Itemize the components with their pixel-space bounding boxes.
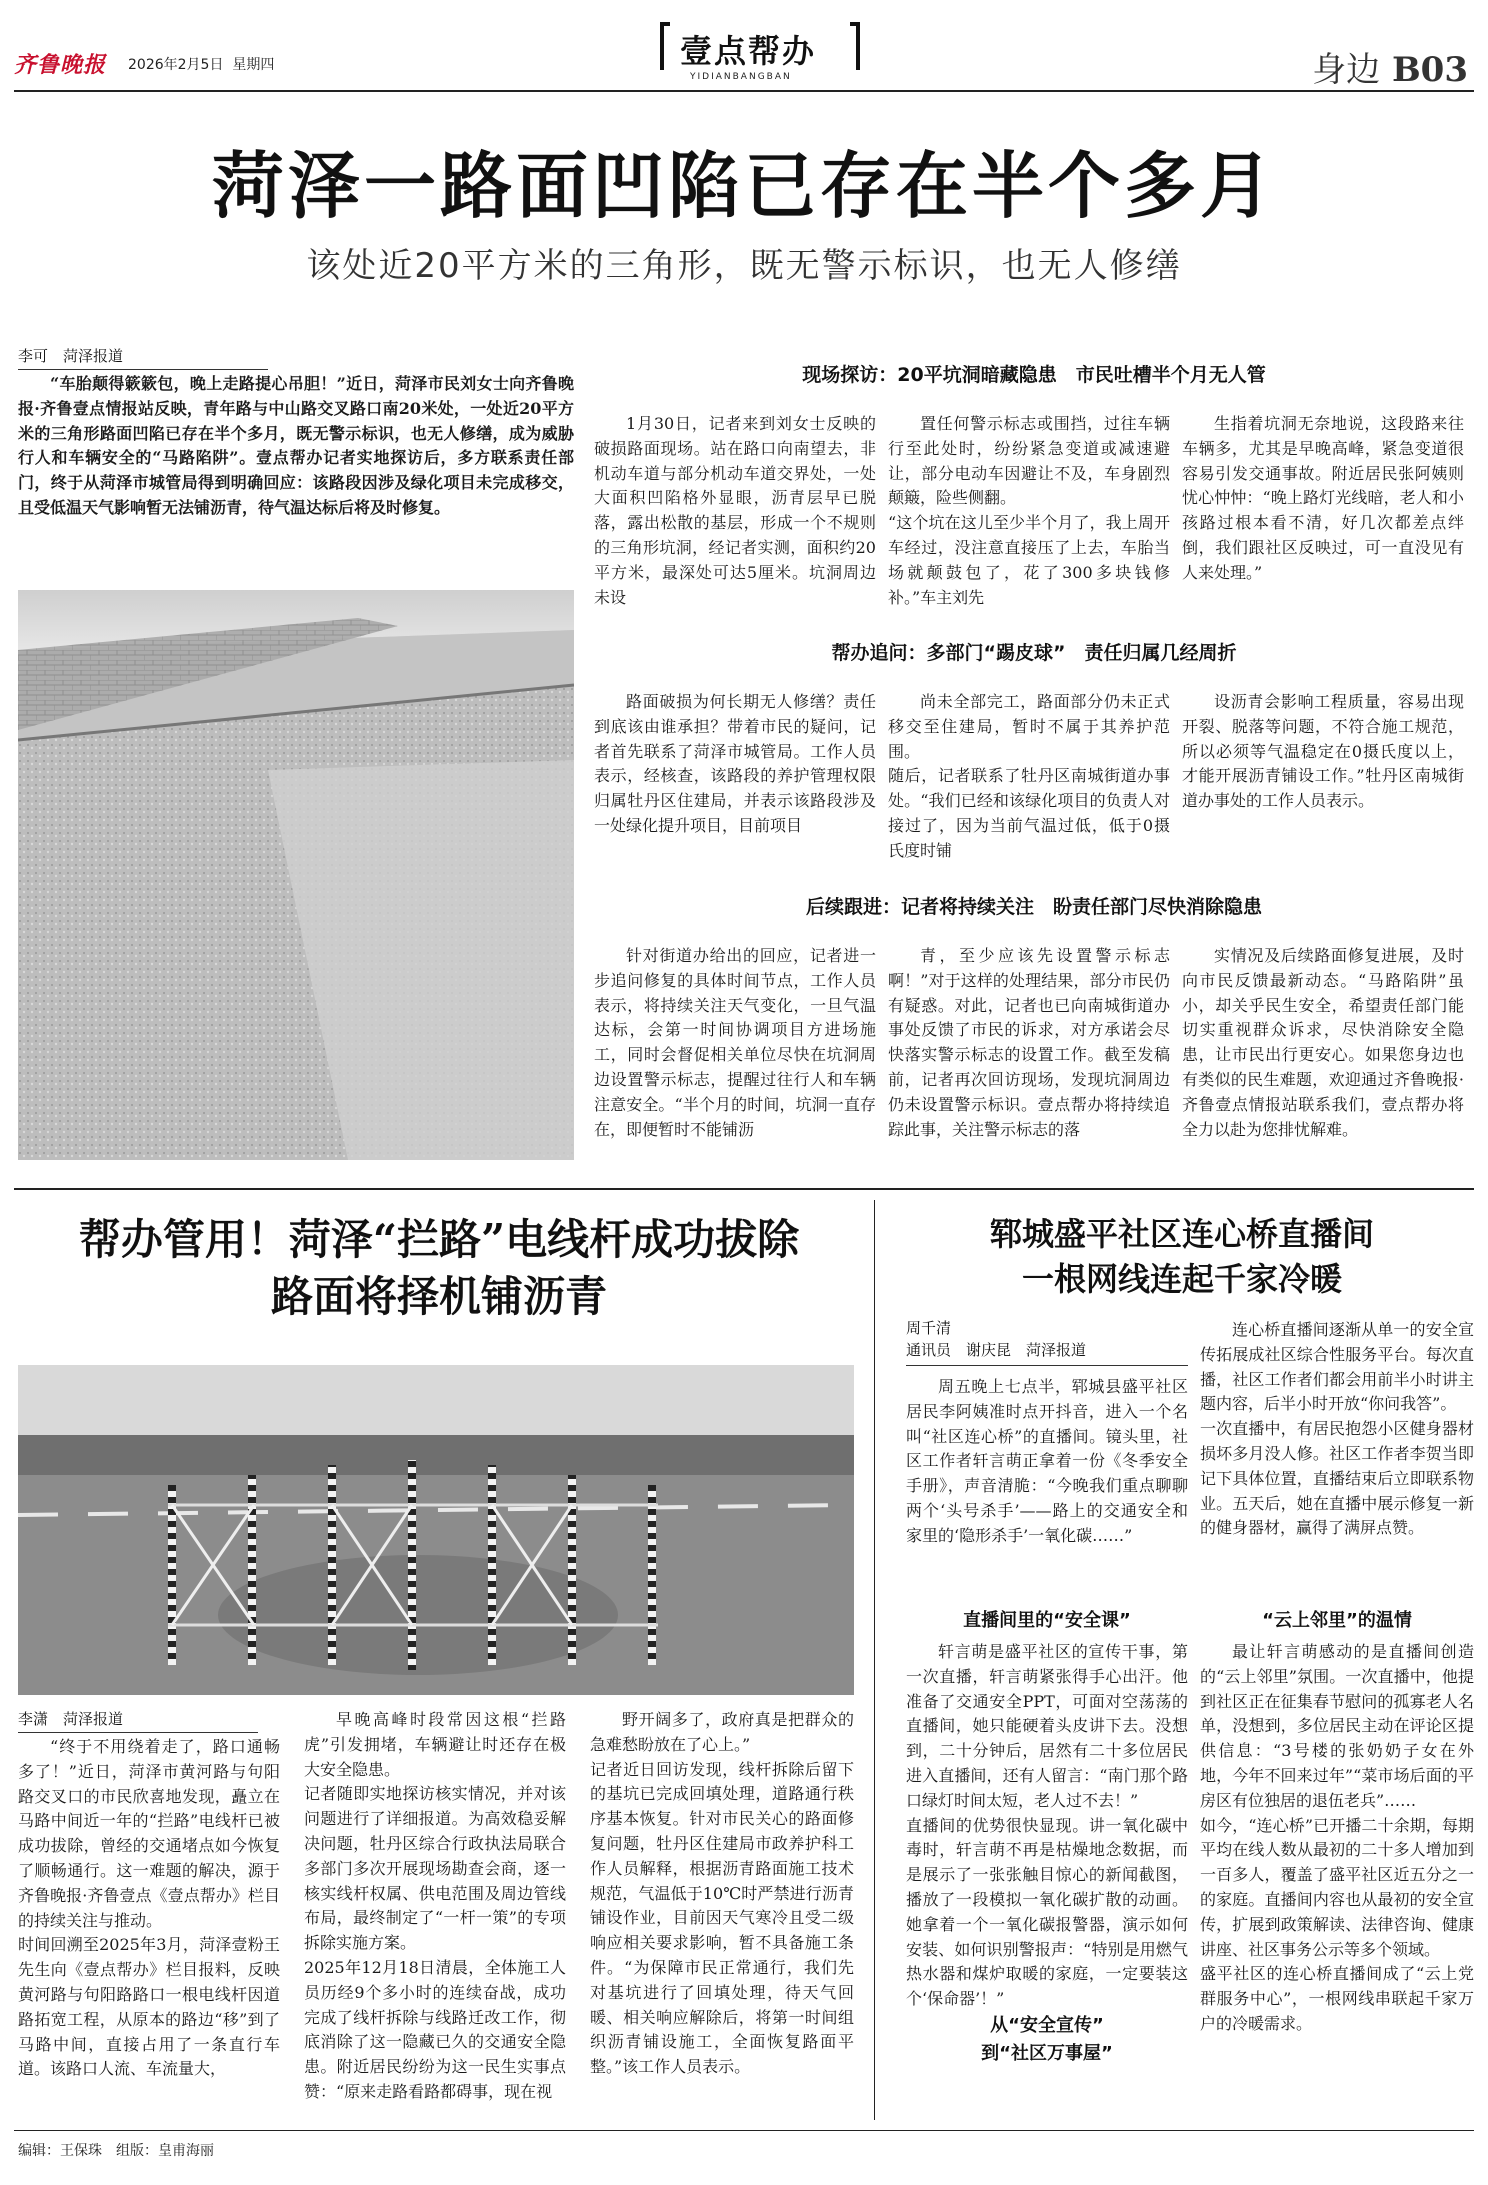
issue-date: 2026年2月5日 星期四: [128, 57, 275, 73]
pole-photo-image: [18, 1365, 854, 1695]
pothole-photo-image: [18, 590, 574, 1160]
page-label: 身边 B03: [1312, 50, 1468, 90]
pothole-photo: [18, 590, 574, 1160]
column-pinyin: YIDIANBANGBAN: [690, 72, 792, 82]
story3-col2-intro: 连心桥直播间逐渐从单一的安全宣传拓展成社区综合性服务平台。每次直播，社区工作者们都会用前半小时讲主题内容，后半小时开放“你问我答”。 一次直播中，有居民抱怨小区健身器材损坏多月没人修。社区工作者李贺当即记下具体位置，直播结束后立即联系物业。五天后，她在直播中展示修复一新的健身器材，赢得了满屏点赞。: [1200, 1320, 1474, 1538]
column-logo: [660, 22, 890, 86]
story3-col2-subhead: “云上邻里”的温情: [1262, 1610, 1412, 1631]
story1-section3-col1: 针对街道办给出的回应，记者进一步追问修复的具体时间节点，工作人员表示，将持续关注天气变化，一旦气温达标，会第一时间协调项目方进场施工，同时会督促相关单位尽快在坑洞周边设置警示标志，提醒过往行人和车辆注意安全。“半个月的时间，坑洞一直存在，即便暂时不能铺沥: [594, 946, 876, 1139]
masthead: [0, 0, 1488, 90]
story3-col1-subhead1: 直播间里的“安全课”: [963, 1610, 1131, 1631]
story1-subheadline: 该处近20平方米的三角形，既无警示标识，也无人修缮: [306, 246, 1182, 286]
story1-section3-col2: 青，至少应该先设置警示标志啊！”对于这样的处理结果，部分市民仍有疑惑。对此，记者也已向南城街道办事处反馈了市民的诉求，对方承诺会尽快落实警示标志的设置工作。截至发稿前，记者再次回访现场，发现坑洞周边仍未设置警示标识。壹点帮办将持续追踪此事，关注警示标志的落: [888, 946, 1170, 1139]
story2-headline: 帮办管用！菏泽“拦路”电线杆成功拔除 路面将择机铺沥青: [78, 1215, 800, 1321]
story2-col3: 野开阔多了，政府真是把群众的急难愁盼放在了心上。” 记者近日回访发现，线杆拆除后留下的基坑已完成回填处理，道路通行秩序基本恢复。针对市民关心的路面修复问题，牡丹区住建局市政养护科工作人员解释，根据沥青路面施工技术规范，气温低于10℃时严禁进行沥青铺设作业，目前因天气寒冷且受二级响应相关要求影响，暂不具备施工条件。“为保障市民正常通行，我们先对基坑进行了回填处理，待天气回暖、相关响应解除后，将第一时间组织沥青铺设施工，全面恢复路面平整。”该工作人员表示。: [590, 1710, 854, 2077]
story1-section3-col3: 实情况及后续路面修复进展，及时向市民反馈最新动态。“马路陷阱”虽小，却关乎民生安全，希望责任部门能切实重视群众诉求，尽快消除安全隐患，让市民出行更安心。如果您身边也有类似的民生难题，欢迎通过齐鲁晚报·齐鲁壹点情报站联系我们，壹点帮办将全力以赴为您排忧解难。: [1182, 946, 1464, 1139]
story2-col1: “终于不用绕着走了，路口通畅多了！”近日，菏泽市黄河路与句阳路交叉口的市民欣喜地发现，矗立在马路中间近一年的“拦路”电线杆已被成功拔除，曾经的交通堵点如今恢复了顺畅通行。这一难题的解决，源于齐鲁晚报·齐鲁壹点《壹点帮办》栏目的持续关注与推动。 时间回溯至2025年3月，菏泽壹粉王先生向《壹点帮办》栏目报料，反映黄河路与句阳路路口一根电线杆因道路拓宽工程，从原本的路边“移”到了马路中间，直接占用了一条直行车道。该路口人流、车流量大，: [18, 1737, 280, 2079]
story1-section1-col3: 生指着坑洞无奈地说，这段路来往车辆多，尤其是早晚高峰，紧急变道很容易引发交通事故。附近居民张阿姨则忧心忡忡：“晚上路灯光线暗，老人和小孩路过根本看不清，好几次都差点绊倒，我们跟社区反映过，可一直没见有人来处理。”: [1182, 414, 1464, 582]
story1-lead: “车胎颠得簌簌包，晚上走路提心吊胆！”近日，菏泽市民刘女士向齐鲁晚报·齐鲁壹点情报站反映，青年路与中山路交叉路口南20米处，一处近20平方米的三角形路面凹陷已存在半个多月，既无警示标识，也无人修缮，成为威胁行人和车辆安全的“马路陷阱”。壹点帮办记者实地探访后，多方联系责任部门，终于从菏泽市城管局得到明确回应：该路段因涉及绿化项目未完成移交，且受低温天气影响暂无法铺沥青，待气温达标后将及时修复。: [18, 374, 574, 517]
story2-col2: 早晚高峰时段常因这根“拦路虎”引发拥堵，车辆避让时还存在极大安全隐患。 记者随即实地探访核实情况，并对该问题进行了详细报道。为高效稳妥解决问题，牡丹区综合行政执法局联合多部门多次开展现场勘查会商，逐一核实线杆权属、供电范围及周边管线布局，最终制定了“一杆一策”的专项拆除实施方案。 2025年12月18日清晨，全体施工人员历经9个多小时的连续奋战，成功完成了线杆拆除与线路迁改工作，彻底消除了这一隐藏已久的交通安全隐患。附近居民纷纷为这一民生实事点赞：“原来走路看路都碍事，现在视: [304, 1710, 566, 2101]
column-title: 壹点帮办: [680, 32, 817, 70]
story3-headline: 郓城盛平社区连心桥直播间 一根网线连起千家冷暖: [989, 1215, 1374, 1298]
story1-section1-col2: 置任何警示标志或围挡，过往车辆行至此处时，纷纷紧急变道或减速避让，部分电动车因避让不及，车身剧烈颠簸，险些侧翻。 “这个坑在这儿至少半个月了，我上周开车经过，没注意直接压了上去，车胎当场就颠鼓包了，花了300多块钱修补。”车主刘先: [888, 414, 1170, 607]
story1-section2-col2: 尚未全部完工，路面部分仍未正式移交至住建局，暂时不属于其养护范围。 随后，记者联系了牡丹区南城街道办事处。“我们已经和该绿化项目的负责人对接过了，因为当前气温过低，低于0摄氏度时铺: [888, 692, 1170, 860]
story1-section1-title: 现场探访：20平坑洞暗藏隐患 市民吐槽半个月无人管: [802, 364, 1266, 386]
story1-section3-title: 后续跟进：记者将持续关注 盼责任部门尽快消除隐患: [805, 896, 1262, 918]
footer-credits: 编辑：王保珠 组版：皇甫海丽: [18, 2143, 214, 2159]
story1-byline: 李可 菏泽报道: [18, 345, 268, 370]
story1-divider: [14, 1188, 1474, 1190]
paper-logo: 齐鲁晚报: [14, 52, 107, 78]
story1-section2-title: 帮办追问：多部门“踢皮球” 责任归属几经周折: [831, 642, 1237, 664]
story1-section2-col3: 设沥青会影响工程质量，容易出现开裂、脱落等问题，不符合施工规范，所以必须等气温稳定在0摄氏度以上，才能开展沥青铺设工作。”牡丹区南城街道办事处的工作人员表示。: [1182, 692, 1464, 811]
story2-story3-divider: [874, 1200, 875, 2120]
story3-col2-text: 最让轩言萌感动的是直播间创造的“云上邻里”氛围。一次直播中，他提到社区正在征集春节慰问的孤寡老人名单，没想到，多位居民主动在评论区提供信息：“3号楼的张奶奶子女在外地，今年不回来过年”“菜市场后面的平房区有位独居的退伍老兵”…… 如今，“连心桥”已开播二十余期，每期平均在线人数从最初的二十多人增加到一百多人，覆盖了盛平社区近五分之一的家庭。直播间内容也从最初的安全宣传，扩展到政策解读、法律咨询、健康讲座、社区事务公示等多个领域。 盛平社区的连心桥直播间成了“云上党群服务中心”，一根网线串联起千家万户的冷暖需求。: [1200, 1642, 1474, 2033]
pole-photo: [18, 1365, 854, 1695]
masthead-rule: [14, 90, 1474, 92]
story3-col1-subhead2: 从“安全宣传” 到“社区万事屋”: [981, 2015, 1113, 2064]
footer-rule: [14, 2130, 1474, 2131]
story3-byline: 周千清 通讯员 谢庆昆 菏泽报道: [906, 1318, 1188, 1366]
story1-section1-col1: 1月30日，记者来到刘女士反映的破损路面现场。站在路口向南望去，非机动车道与部分机动车道交界处，一处大面积凹陷格外显眼，沥青层早已脱落，露出松散的基层，形成一个不规则的三角形坑洞，经记者实测，面积约20平方米，最深处可达5厘米。坑洞周边未设: [594, 414, 876, 607]
story1-headline: 菏泽一路面凹陷已存在半个多月: [211, 143, 1276, 228]
story1-section2-col1: 路面破损为何长期无人修缮？责任到底该由谁承担？带着市民的疑问，记者首先联系了菏泽市城管局。工作人员表示，经核查，该路段的养护管理权限归属牡丹区住建局，并表示该路段涉及一处绿化提升项目，目前项目: [594, 692, 876, 835]
story3-col1-text1: 轩言萌是盛平社区的宣传干事，第一次直播，轩言萌紧张得手心出汗。他准备了交通安全PPT，可面对空荡荡的直播间，她只能硬着头皮讲下去。没想到，二十分钟后，居然有二十多位居民进入直播间，还有人留言：“南门那个路口绿灯时间太短，老人过不去！” 直播间的优势很快显现。讲一氧化碳中毒时，轩言萌不再是枯燥地念数据，而是展示了一张张触目惊心的新闻截图，播放了一段模拟一氧化碳扩散的动画。她拿着一个一氧化碳报警器，演示如何安装、如何识别警报声：“特别是用燃气热水器和煤炉取暖的家庭，一定要装这个‘保命器’！”: [906, 1642, 1188, 2009]
story3-col1-intro: 周五晚上七点半，郓城县盛平社区居民李阿姨准时点开抖音，进入一个名叫“社区连心桥”的直播间。镜头里，社区工作者轩言萌正拿着一份《冬季安全手册》，声音清脆：“今晚我们重点聊聊两个‘头号杀手’——路上的交通安全和家里的‘隐形杀手’一氧化碳……”: [906, 1377, 1188, 1545]
story2-byline: 李潇 菏泽报道: [18, 1708, 258, 1733]
